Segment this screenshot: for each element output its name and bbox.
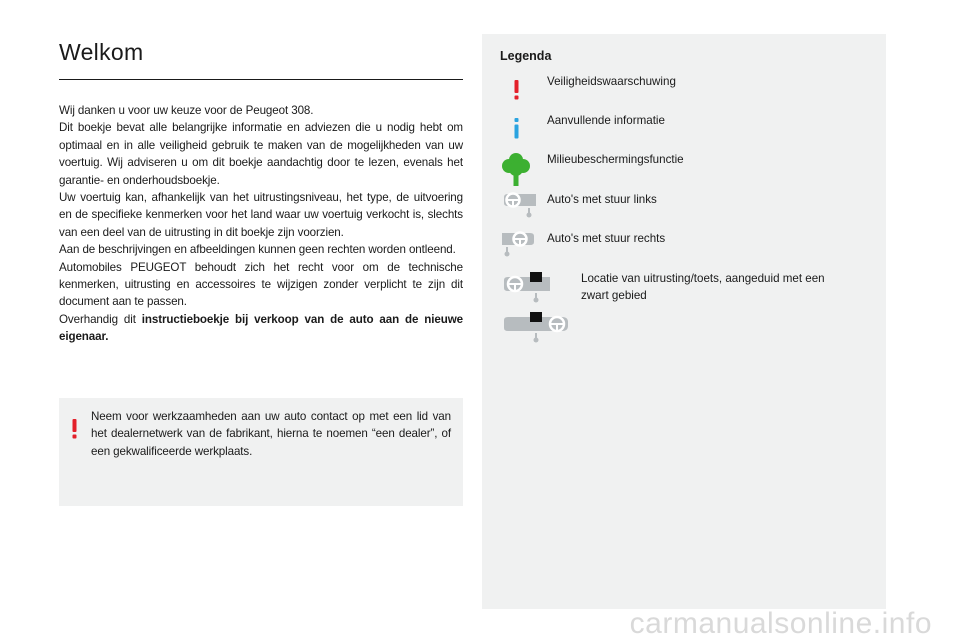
- handover-paragraph: [59, 311, 463, 346]
- dealer-note-box: [59, 398, 463, 506]
- legend-panel: [482, 34, 886, 609]
- intro-text: [59, 102, 463, 346]
- legend-title: Legenda: [500, 49, 552, 63]
- dealer-note-text: Neem voor werkzaamheden aan uw auto contact op met een lid van het dealernetwerk van de fabrikant, hierna te noemen “een dealer”, of een gekwalificeerde werkplaats.: [91, 410, 451, 458]
- title-divider: [59, 79, 463, 80]
- left-hand-drive-icon: [502, 191, 536, 219]
- warning-icon: [71, 419, 79, 439]
- info-icon: [513, 118, 521, 139]
- page-title: Welkom: [59, 39, 144, 65]
- legend-location-label: Locatie van uitrusting/toets, aangeduid met een zwart gebied: [581, 272, 825, 302]
- right-hand-drive-icon: [502, 230, 536, 258]
- intro-paragraph: Aan de beschrijvingen en afbeeldingen kunnen geen rechten worden ontleend.: [59, 243, 456, 257]
- warning-icon: [513, 80, 521, 100]
- intro-paragraph: Automobiles PEUGEOT behoudt zich het recht voor om de technische kenmerken, uitrusting en accessoires te wijzigen zonder verplicht te zijn dit document aan te passen.: [59, 260, 463, 309]
- intro-paragraph: Dit boekje bevat alle belangrijke informatie en adviezen die u nodig hebt om optimaal en in alle veiligheid gebruik te maken van de mogelijkheden van uw voertuig. Wij adviseren u om dit boekje aandachtig door te lezen, evenals het garantie- en onderhoudsboekje.: [59, 121, 463, 187]
- handover-emphasis: instructieboekje bij verkoop van de auto aan de nieuwe eigenaar.: [59, 312, 463, 344]
- intro-paragraph: Wij danken u voor uw keuze voor de Peugeot 308.: [59, 104, 314, 117]
- legend-environment-label: Milieubeschermingsfunctie: [547, 153, 684, 166]
- legend-lhd-label: Auto's met stuur links: [547, 193, 657, 206]
- handover-prefix: Overhandig dit: [59, 312, 142, 326]
- location-rhd-icon: [502, 312, 572, 344]
- watermark: carmanualsonline.info: [629, 607, 932, 640]
- legend-safety-label: Veiligheidswaarschuwing: [547, 75, 676, 88]
- legend-info-label: Aanvullende informatie: [547, 114, 665, 127]
- tree-icon: [502, 152, 530, 186]
- location-lhd-icon: [502, 272, 550, 304]
- legend-rhd-label: Auto's met stuur rechts: [547, 232, 666, 245]
- intro-paragraph: Uw voertuig kan, afhankelijk van het uitrustingsniveau, het type, de uitvoering en de specifieke kenmerken voor het land waar uw voertuig verkocht is, slechts van een deel van de uitrusting in dit boekje zijn voorzien.: [59, 191, 463, 239]
- main-column: [59, 38, 463, 346]
